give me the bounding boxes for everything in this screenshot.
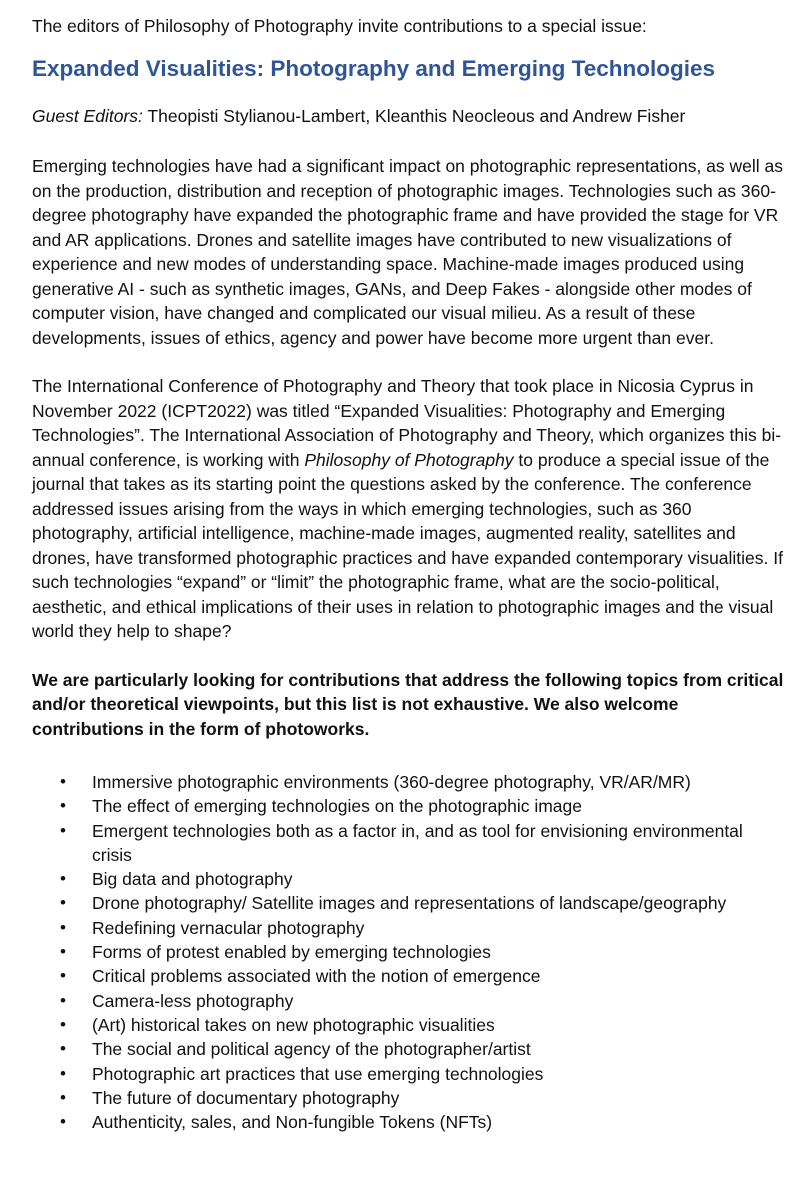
list-item-text: Forms of protest enabled by emerging technologies bbox=[92, 942, 491, 963]
journal-name: Philosophy of Photography bbox=[304, 449, 514, 470]
bullet-icon: • bbox=[60, 869, 66, 889]
bullet-icon: • bbox=[60, 917, 66, 937]
paragraph-call-for-contributions: We are particularly looking for contributions that address the following topics from critical and/or theoretical viewpoints, but this list is not exhaustive. We also welcome contributions in the form of photoworks. bbox=[32, 669, 784, 739]
bullet-icon: • bbox=[60, 1014, 66, 1034]
list-item-text: (Art) historical takes on new photographic visualities bbox=[92, 1014, 495, 1035]
list-item-text: Redefining vernacular photography bbox=[92, 917, 365, 938]
list-item-text: Emergent technologies both as a factor in, and as tool for envisioning environmental crisis bbox=[92, 820, 743, 865]
list-item bbox=[32, 1110, 785, 1134]
list-item bbox=[32, 794, 785, 818]
bullet-icon: • bbox=[60, 820, 66, 840]
topics-list bbox=[32, 770, 785, 1134]
bullet-icon: • bbox=[60, 942, 66, 962]
list-item-text: Drone photography/ Satellite images and representations of landscape/geography bbox=[92, 893, 727, 914]
bullet-icon: • bbox=[60, 966, 66, 986]
list-item bbox=[32, 1037, 785, 1061]
list-item bbox=[32, 891, 785, 915]
guest-editors-label: Guest Editors: bbox=[32, 106, 143, 126]
paragraph-conference-text-after: to produce a special issue of the journal that takes as its starting point the questions asked by the conference. The conference addressed issues arising from the ways in which emerging technologies, such as 360 photography, artificial intelligence, machine-made images, augmented reality, satellites and drones, have transformed photographic practices and have expanded contemporary visualities. If such technologies “expand” or “limit” the photographic frame, what are the socio-political, aesthetic, and ethical implications of their uses in relation to photographic images and the visual world they help to shape? bbox=[32, 449, 783, 641]
list-item bbox=[32, 1013, 785, 1037]
bullet-icon: • bbox=[60, 1087, 66, 1107]
bullet-icon: • bbox=[60, 796, 66, 816]
list-item bbox=[32, 964, 785, 988]
bullet-icon: • bbox=[60, 1039, 66, 1059]
list-item bbox=[32, 916, 785, 940]
list-item-text: Big data and photography bbox=[92, 869, 293, 890]
list-item-text: Immersive photographic environments (360-degree photography, VR/AR/MR) bbox=[92, 772, 691, 792]
bullet-icon: • bbox=[60, 990, 66, 1010]
list-item bbox=[32, 770, 785, 794]
list-item bbox=[32, 867, 785, 891]
guest-editors-names: Theopisti Stylianou-Lambert, Kleanthis Neocleous and Andrew Fisher bbox=[142, 106, 686, 126]
list-item bbox=[32, 1086, 785, 1110]
guest-editors-line bbox=[32, 104, 785, 128]
list-item bbox=[32, 1062, 785, 1086]
paragraph-emerging-technologies: Emerging technologies have had a significant impact on photographic representations, as well as on the production, distribution and reception of photographic images. Technologies such as 360-degree photography have expanded the photographic frame and have provided the stage for VR and AR applications. Drones and satellite images have contributed to new visualizations of experience and new modes of understanding space. Machine-made images produced using generative AI - such as synthetic images, GANs, and Deep Fakes - alongside other modes of computer vision, have changed and complicated our visual milieu. As a result of these developments, issues of ethics, agency and power have become more urgent than ever. bbox=[32, 156, 784, 348]
list-item bbox=[32, 989, 785, 1013]
list-item-text: Camera-less photography bbox=[92, 990, 294, 1011]
list-item-text: Critical problems associated with the notion of emergence bbox=[92, 966, 541, 987]
list-item-text: The future of documentary photography bbox=[92, 1087, 400, 1108]
paragraph-conference-text-before: The International Conference of Photography and Theory that took place in Nicosia Cyprus in November 2022 (ICPT2022) was titled “Expanded Visualities: Photography and Emerging Technologies”. The International Association of Photography and Theory, which organizes this bi-annual conference, is working with bbox=[32, 376, 782, 470]
bullet-icon: • bbox=[60, 772, 66, 791]
paragraph-conference bbox=[32, 374, 785, 644]
bullet-icon: • bbox=[60, 1112, 66, 1132]
intro-line: The editors of Philosophy of Photography invite contributions to a special issue: bbox=[32, 16, 647, 36]
list-item bbox=[32, 940, 785, 964]
list-item-text: The effect of emerging technologies on the photographic image bbox=[92, 796, 582, 817]
page-title: Expanded Visualities: Photography and Emerging Technologies bbox=[32, 56, 716, 81]
bullet-icon: • bbox=[60, 893, 66, 913]
list-item-text: Authenticity, sales, and Non-fungible Tokens (NFTs) bbox=[92, 1112, 493, 1133]
bullet-icon: • bbox=[60, 1063, 66, 1083]
list-item-text: The social and political agency of the photographer/artist bbox=[92, 1039, 531, 1060]
list-item bbox=[32, 819, 785, 868]
list-item-text: Photographic art practices that use emerging technologies bbox=[92, 1063, 544, 1084]
